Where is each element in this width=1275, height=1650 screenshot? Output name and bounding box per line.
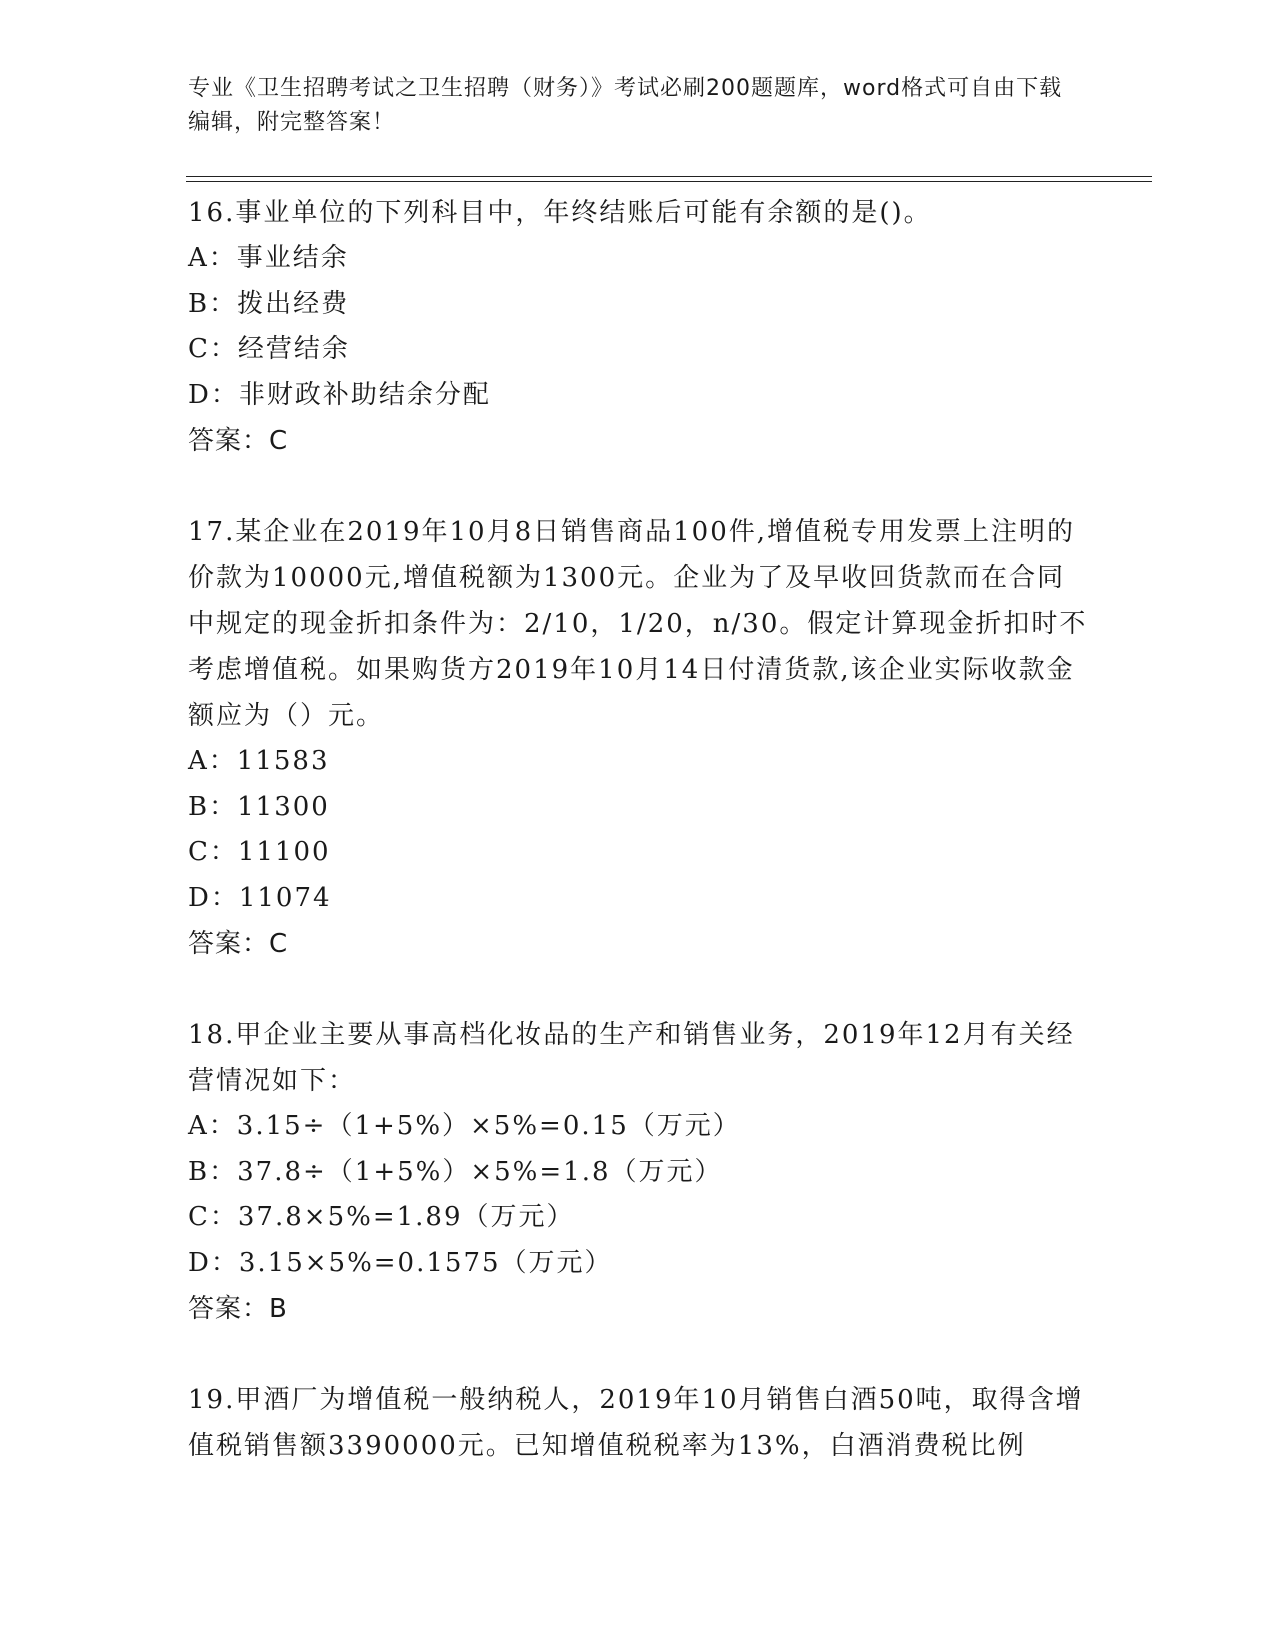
question-stem: 18.甲企业主要从事高档化妆品的生产和销售业务，2019年12月有关经营情况如下： bbox=[188, 1020, 1075, 1096]
option-a: A：事业结余 bbox=[188, 243, 349, 273]
answer-line: 答案：C bbox=[188, 426, 289, 456]
header-divider-bottom bbox=[186, 181, 1152, 182]
question-19 bbox=[188, 1377, 1088, 1469]
option-a: A：3.15÷（1+5%）×5%=0.15（万元） bbox=[188, 1111, 741, 1141]
option-list bbox=[188, 739, 1088, 921]
option-list bbox=[188, 236, 1088, 418]
question-list bbox=[188, 190, 1088, 1514]
option-b: B：37.8÷（1+5%）×5%=1.8（万元） bbox=[188, 1156, 723, 1187]
answer-line: 答案：B bbox=[188, 1294, 288, 1324]
option-d: D：11074 bbox=[188, 882, 332, 913]
question-stem: 19.甲酒厂为增值税一般纳税人，2019年10月销售白酒50吨，取得含增值税销售额3390000元。已知增值税税率为13%，白酒消费税比例 bbox=[188, 1385, 1084, 1461]
question-18 bbox=[188, 1012, 1088, 1332]
question-17 bbox=[188, 509, 1088, 967]
question-stem: 16.事业单位的下列科目中，年终结账后可能有余额的是()。 bbox=[188, 198, 932, 228]
header-divider-top bbox=[186, 176, 1152, 177]
option-c: C：经营结余 bbox=[188, 334, 350, 364]
option-d: D：非财政补助结余分配 bbox=[188, 379, 491, 410]
answer-line: 答案：C bbox=[188, 929, 289, 959]
option-list bbox=[188, 1104, 1088, 1286]
document-header: 专业《卫生招聘考试之卫生招聘（财务）》考试必刷200题题库，word格式可自由下载编辑，附完整答案！ bbox=[188, 76, 1063, 135]
option-b: B：11300 bbox=[188, 791, 330, 822]
question-16 bbox=[188, 190, 1088, 464]
option-c: C：37.8×5%=1.89（万元） bbox=[188, 1202, 575, 1232]
option-a: A：11583 bbox=[188, 746, 330, 776]
option-d: D：3.15×5%=0.1575（万元） bbox=[188, 1247, 613, 1278]
option-c: C：11100 bbox=[188, 837, 331, 867]
option-b: B：拨出经费 bbox=[188, 288, 350, 319]
question-stem: 17.某企业在2019年10月8日销售商品100件,增值税专用发票上注明的价款为10000元,增值税额为1300元。企业为了及早收回货款而在合同中规定的现金折扣条件为：2/10，1/20，n/30。假定计算现金折扣时不考虑增值税。如果购货方2019年10月14日付清货款,该企业实际收款金额应为（）元。 bbox=[188, 517, 1088, 731]
